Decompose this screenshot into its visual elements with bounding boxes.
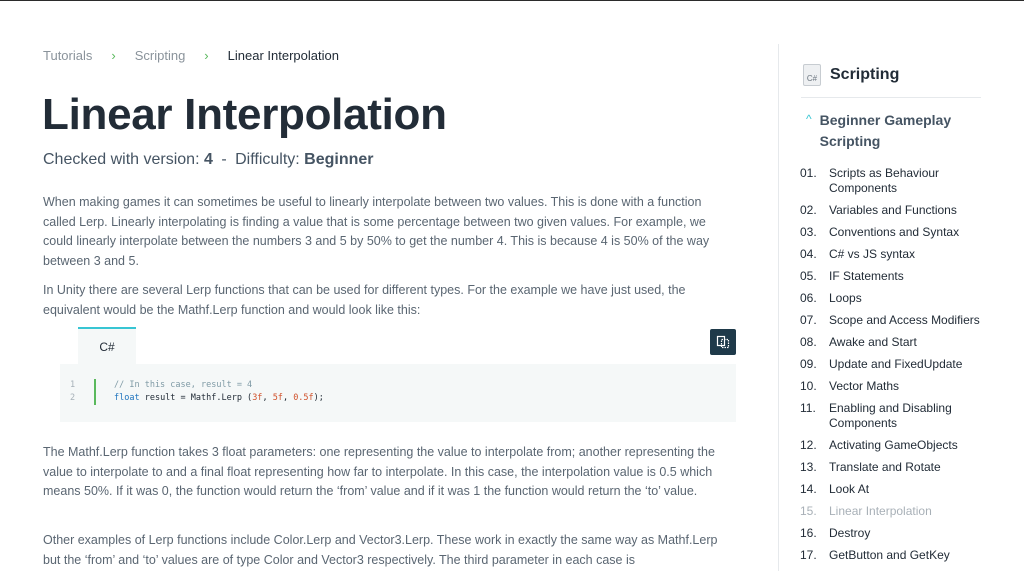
lesson-item[interactable] — [800, 335, 990, 350]
code-block — [60, 327, 736, 422]
line-number: 2 — [70, 393, 76, 403]
chevron-right-icon: › — [111, 48, 116, 63]
lesson-item[interactable] — [800, 482, 990, 497]
lesson-label: Variables and Functions — [829, 203, 957, 217]
lesson-item[interactable] — [800, 357, 990, 372]
sidebar-title: Scripting — [830, 66, 900, 83]
section-title: Beginner Gameplay Scripting — [819, 112, 952, 149]
lesson-number: 11. — [800, 401, 816, 415]
breadcrumb-tutorials[interactable]: Tutorials — [43, 48, 93, 63]
code-content — [60, 364, 736, 422]
lesson-number: 17. — [800, 548, 817, 562]
code-text: ); — [313, 393, 324, 403]
lesson-number: 14. — [800, 482, 817, 496]
lesson-number: 02. — [800, 203, 817, 217]
code-number: 0.5f — [293, 393, 314, 403]
top-border — [0, 0, 1024, 1]
lesson-number: 07. — [800, 313, 817, 327]
chevron-right-icon: › — [204, 48, 209, 63]
lesson-item[interactable] — [800, 166, 990, 196]
lesson-label: Translate and Rotate — [829, 460, 941, 474]
sidebar-divider — [778, 44, 779, 571]
breadcrumb — [43, 48, 339, 63]
csharp-file-icon: C# — [803, 64, 821, 86]
copy-icon — [716, 335, 730, 349]
lesson-item[interactable] — [800, 203, 990, 218]
sidebar-rule — [801, 97, 981, 98]
code-number: 5f — [272, 393, 283, 403]
code-line — [70, 379, 324, 392]
code-text: , — [282, 393, 294, 403]
sidebar-header[interactable] — [803, 64, 899, 86]
lesson-number: 05. — [800, 269, 817, 283]
lesson-label: Awake and Start — [829, 335, 917, 349]
lesson-label: GetButton and GetKey — [829, 548, 950, 562]
code-line — [70, 392, 324, 405]
lesson-label: Linear Interpolation — [829, 504, 932, 518]
chevron-up-icon: ^ — [806, 112, 812, 126]
lesson-item[interactable] — [800, 269, 990, 284]
code-gutter — [94, 392, 96, 405]
code-language-tab[interactable]: C# — [78, 327, 136, 365]
code-number: 3f — [252, 393, 263, 403]
section-toggle[interactable] — [806, 110, 970, 152]
line-number: 1 — [70, 380, 76, 390]
paragraph: When making games it can sometimes be useful to linearly interpolate between two values. This is done with a function called Lerp. Linearly interpolating is finding a value that is some percentage between two given values. For example, we could linearly interpolate between the numbers 3 and 5 by 50% to get the number 4. This is because 4 is 50% of the way between 3 and 5. — [43, 195, 710, 268]
lesson-label: Vector Maths — [829, 379, 900, 393]
lesson-number: 06. — [800, 291, 817, 305]
breadcrumb-current: Linear Interpolation — [227, 48, 339, 63]
lesson-number: 10. — [800, 379, 817, 393]
lesson-label: Conventions and Syntax — [829, 225, 960, 239]
page-title: Linear Interpolation — [42, 90, 447, 139]
difficulty-value: Beginner — [304, 151, 374, 168]
lesson-item[interactable] — [800, 548, 990, 563]
lesson-item[interactable] — [800, 313, 990, 328]
lesson-label: Loops — [829, 291, 862, 305]
lesson-number: 09. — [800, 357, 817, 371]
lesson-label: Activating GameObjects — [829, 438, 958, 452]
lesson-number: 16. — [800, 526, 817, 540]
meta-separator: - — [221, 151, 227, 168]
lesson-label: C# vs JS syntax — [829, 247, 916, 261]
lesson-item[interactable] — [800, 401, 990, 431]
lesson-number: 12. — [800, 438, 817, 452]
breadcrumb-scripting[interactable]: Scripting — [134, 48, 186, 63]
lesson-number: 15. — [800, 504, 817, 518]
lesson-number: 13. — [800, 460, 817, 474]
version-label: Checked with version: — [43, 151, 200, 168]
lesson-number: 01. — [800, 166, 817, 180]
lesson-item[interactable] — [800, 460, 990, 475]
paragraph: Other examples of Lerp functions include Color.Lerp and Vector3.Lerp. These work in exactly the same way as Mathf.Lerp but the ‘from’ and ‘to’ values are of type Color and Vector3 respectively. The third parameter in each case is — [43, 533, 718, 567]
paragraph: The Mathf.Lerp function takes 3 float parameters: one representing the value to interpolate from; another representing the value to interpolate to and a final float representing how far to interpolate. In this case, the interpolation value is 0.5 which means 50%. If it was 0, the function would return the ‘from’ value and if it was 1 the function would return the ‘to’ value. — [43, 445, 715, 498]
version-value: 4 — [203, 151, 213, 168]
lesson-label: Enabling and Disabling Components — [829, 401, 952, 430]
code-text: , — [262, 393, 273, 403]
code-text: result = Mathf.Lerp ( — [139, 393, 253, 403]
lesson-item[interactable] — [800, 438, 990, 453]
lesson-item[interactable] — [800, 247, 990, 262]
code-keyword: float — [114, 393, 140, 403]
lesson-number: 08. — [800, 335, 817, 349]
lesson-number: 03. — [800, 225, 817, 239]
lesson-label: Scripts as Behaviour Components — [829, 166, 940, 195]
lesson-label: Update and FixedUpdate — [829, 357, 963, 371]
paragraph: In Unity there are several Lerp functions that can be used for different types. For the example we have just used, the equivalent would be the Mathf.Lerp function and would look like this: — [43, 283, 686, 317]
lesson-list — [800, 166, 990, 570]
code-comment: // In this case, result = 4 — [114, 380, 253, 390]
copy-code-button[interactable] — [710, 329, 736, 355]
lesson-item-current[interactable] — [800, 504, 990, 519]
tutorial-meta — [43, 151, 374, 169]
lesson-number: 04. — [800, 247, 817, 261]
lesson-label: IF Statements — [829, 269, 904, 283]
lesson-item[interactable] — [800, 379, 990, 394]
lesson-item[interactable] — [800, 526, 990, 541]
code-gutter — [94, 379, 96, 392]
lesson-label: Destroy — [829, 526, 871, 540]
lesson-label: Scope and Access Modifiers — [829, 313, 980, 327]
difficulty-label: Difficulty: — [235, 151, 300, 168]
lesson-label: Look At — [829, 482, 870, 496]
lesson-item[interactable] — [800, 291, 990, 306]
lesson-item[interactable] — [800, 225, 990, 240]
